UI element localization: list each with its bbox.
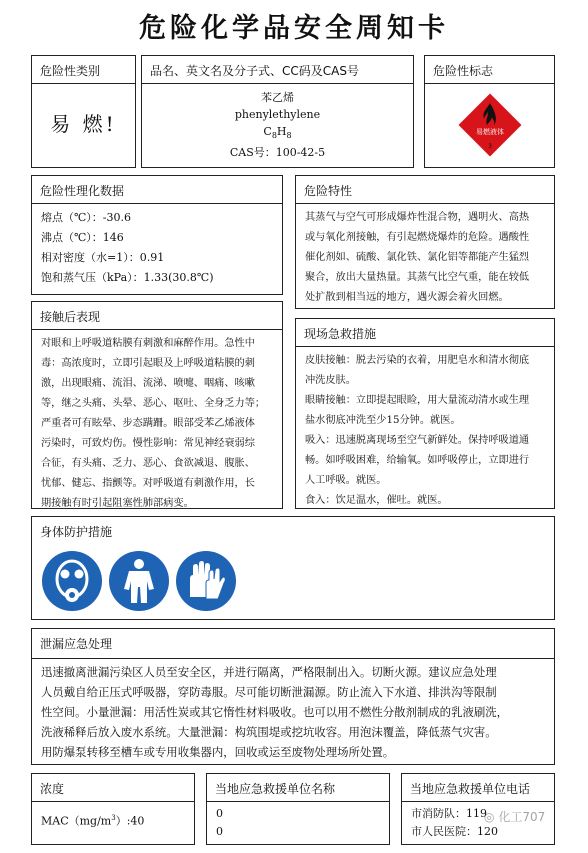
leak-header: 泄漏应急处理: [32, 629, 554, 659]
rescue-phone-line: 市消防队：119: [411, 807, 487, 820]
leak-line: 迅速撤离泄漏污染区人员至安全区，并进行隔离，严格限制出入。切断火源。建议应急处理: [41, 665, 497, 679]
exposure-line: 激，出现眼痛、流泪、流涕、喷嚏、咽痛、咳嗽: [41, 378, 255, 389]
first-aid-line: 冲洗皮肤。: [305, 375, 356, 386]
hazard-char-line: 或与氧化剂接触，有引起燃烧爆炸的危险。遇酸性: [305, 232, 530, 243]
first-aid-header: 现场急救措施: [296, 319, 554, 347]
card-title: 危险化学品安全周知卡: [139, 13, 449, 44]
protective-suit-icon: [109, 551, 169, 611]
first-aid-line: 皮肤接触：脱去污染的衣着，用肥皂水和清水彻底: [305, 355, 530, 366]
hazard-characteristics-header: 危险特性: [296, 176, 554, 204]
exposure-line: 等，继之头痛、头晕、恶心、呕吐、全身乏力等；: [41, 398, 266, 409]
hazard-category-value: 易 燃!: [50, 112, 117, 136]
first-aid-line: 人工呼吸。就医。: [305, 475, 387, 486]
first-aid-line: 盐水彻底冲洗至少15分钟。就医。: [305, 415, 461, 426]
leak-line: 性空间。小量泄漏：用活性炭或其它惰性材料吸收。也可以用不燃性分散剂制成的乳液刷洗，: [41, 705, 509, 719]
exposure-line: 污染时，可致灼伤。慢性影响：常见神经衰弱综: [41, 438, 255, 449]
molecular-formula: $C_8H_8$: [263, 125, 292, 141]
physchem-header: 危险性理化数据: [32, 176, 282, 204]
exposure-line: 毒：高浓度时，立即引起眼及上呼吸道粘膜的刺: [41, 358, 255, 369]
identity-header: 品名、英文名及分子式、CC码及CAS号: [142, 56, 413, 84]
exposure-header: 接触后表现: [32, 302, 282, 330]
leak-panel: [31, 628, 555, 765]
first-aid-line: 食入：饮足温水，催吐。就医。: [305, 495, 448, 506]
leak-line: 用防爆泵转移至槽车或专用收集器内，回收或运至废物处理场所处置。: [41, 745, 395, 759]
hazard-char-line: 其蒸气与空气可形成爆炸性混合物，遇明火、高热: [305, 212, 530, 223]
exposure-line: 期接触有时引起阻塞性肺部病变。: [41, 498, 194, 509]
hazard-sign-label: 易燃液体: [476, 128, 504, 136]
physchem-panel: [31, 175, 283, 295]
watermark: [484, 808, 545, 825]
chemical-chinese-name: 苯乙烯: [261, 91, 294, 104]
physchem-line: 熔点（℃）：-30.6: [41, 211, 132, 224]
hazard-class-number: 3: [488, 143, 492, 150]
hazard-category-header: 危险性类别: [32, 56, 135, 84]
hazard-characteristics-text: [296, 204, 554, 312]
identity-panel: [141, 55, 414, 168]
hazard-sign-header: 危险性标志: [425, 56, 554, 84]
hazard-sign-panel: [424, 55, 555, 168]
cas-number: CAS号：100-42-5: [229, 146, 326, 160]
flammable-liquid-diamond-icon: [455, 90, 525, 160]
mac-value: $MAC(mg/m^3):40$: [41, 814, 145, 828]
rescue-phone-line: 市人民医院：120: [411, 825, 498, 838]
hazard-char-line: 聚合，放出大量热量。其蒸气比空气重，能在较低: [305, 272, 530, 283]
hazard-characteristics-panel: [295, 175, 555, 309]
concentration-panel: [31, 773, 195, 845]
exposure-text: [32, 330, 282, 518]
first-aid-text: [296, 347, 554, 515]
wechat-icon: ◎: [484, 810, 495, 824]
physchem-list: [32, 204, 282, 292]
exposure-line: 严重者可有眩晕、步态蹒跚。眼部受苯乙烯液体: [41, 418, 255, 429]
protection-header: 身体防护措施: [40, 525, 113, 539]
rescue-phone-header: 当地应急救援单位电话: [402, 774, 554, 802]
first-aid-panel: [295, 318, 555, 509]
hazard-char-line: 处扩散到相当远的地方，遇火源会着火回燃。: [305, 292, 509, 303]
protection-panel: [31, 516, 555, 620]
rescue-unit-header: 当地应急救援单位名称: [207, 774, 389, 802]
first-aid-line: 眼睛接触：立即提起眼睑，用大量流动清水或生理: [305, 395, 530, 406]
exposure-line: 合征，有头痛、乏力、恶心、食欲减退、腹胀、: [41, 458, 255, 469]
exposure-line: 忧郁、健忘、指颤等。对呼吸道有刺激作用，长: [41, 478, 255, 489]
rescue-unit-line: 0: [216, 825, 223, 838]
rescue-unit-line: 0: [216, 807, 223, 820]
first-aid-line: 吸入：迅速脱离现场至空气新鲜处。保持呼吸道通: [305, 435, 530, 446]
first-aid-line: 畅。如呼吸困难，给输氧。如呼吸停止，立即进行: [305, 455, 530, 466]
exposure-panel: [31, 301, 283, 509]
hazard-char-line: 催化剂如、硫酸、氯化铁、氯化铝等都能产生猛烈: [305, 252, 530, 263]
leak-line: 人员戴自给正压式呼吸器，穿防毒服。尽可能切断泄漏源。防止流入下水道、排洪沟等限制: [41, 685, 497, 699]
watermark-text: 化工707: [498, 810, 546, 824]
leak-text: [32, 659, 554, 765]
gas-mask-icon: [42, 551, 102, 611]
exposure-line: 对眼和上呼吸道粘膜有刺激和麻醉作用。急性中: [41, 338, 255, 349]
physchem-line: 饱和蒸气压（kPa）：1.33(30.8℃): [41, 271, 214, 284]
rescue-unit-panel: [206, 773, 390, 845]
concentration-header: 浓度: [32, 774, 194, 802]
physchem-line: 相对密度（水=1）：0.91: [41, 251, 165, 264]
gloves-icon: [176, 551, 236, 611]
leak-line: 洗液稀释后放入废水系统。大量泄漏：构筑围堤或挖坑收容。用泡沫覆盖，降低蒸气灾害。: [41, 725, 497, 739]
chemical-english-name: phenylethylene: [234, 108, 321, 121]
physchem-line: 沸点（℃）：146: [41, 231, 124, 244]
hazard-category-panel: [31, 55, 136, 168]
